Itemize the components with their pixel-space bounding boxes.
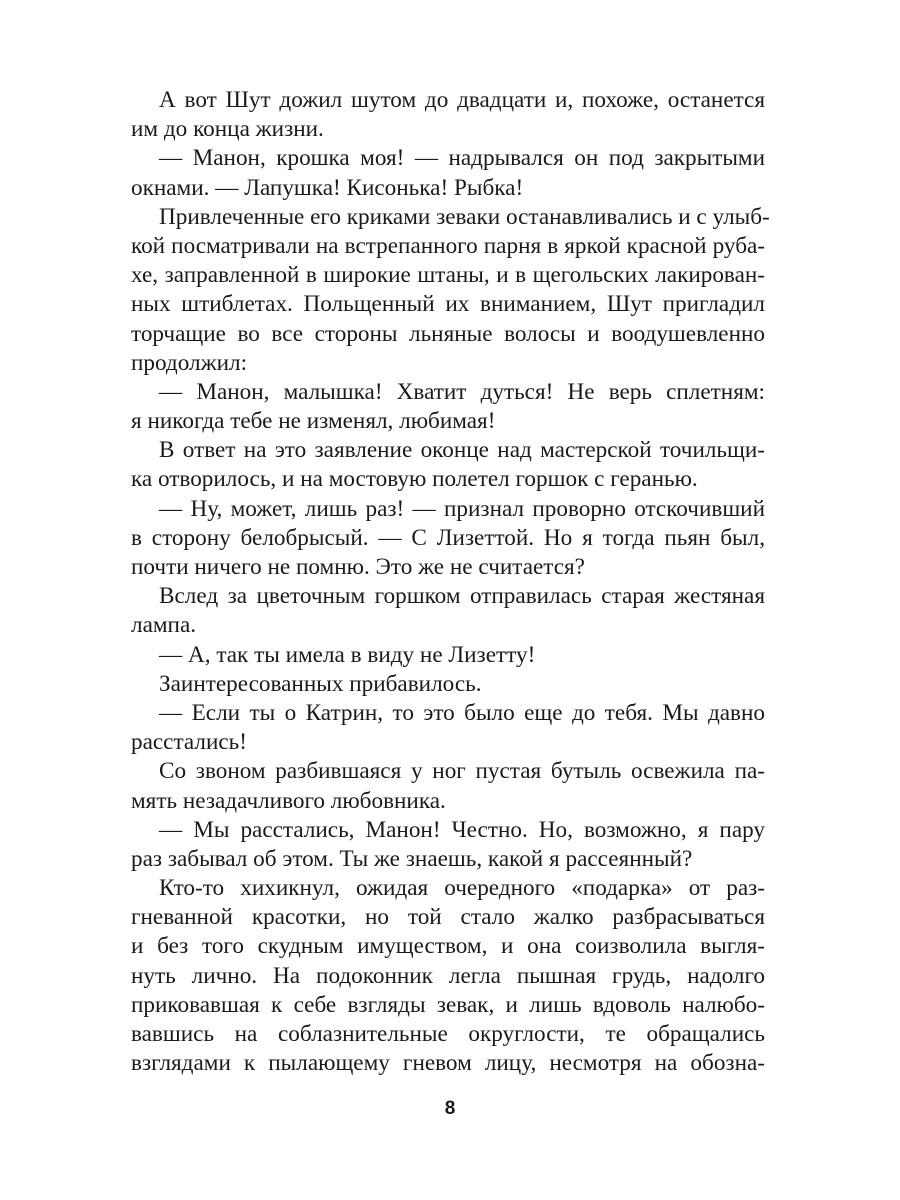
text-line: ка отворилось, и на мостовую полетел горшок с геранью.: [131, 466, 698, 493]
text-line: почти ничего не помню. Это же не считается?: [131, 554, 585, 580]
text-line: — Манон, крошка моя! — надрывался он под закрытыми: [159, 145, 765, 172]
text-line: в сторону белобрысый. — С Лизеттой. Но я тогда пьян был,: [131, 524, 765, 551]
text-line: мять незадачливого любовника.: [131, 787, 446, 814]
text-line: раз забывал об этом. Ты же знаешь, какой я рассеянный?: [131, 845, 693, 872]
page-number: 8: [444, 1098, 456, 1119]
text-line: — Если ты о Катрин, то это было еще до тебя. Мы давно: [159, 699, 765, 726]
text-line: ных штиблетах. Польщенный их вниманием, Шут пригладил: [131, 291, 765, 318]
text-line: В ответ на это заявление оконце над мастерской точильщи-: [159, 437, 765, 464]
text-line: — Мы расстались, Манон! Честно. Но, возможно, я пару: [159, 816, 765, 843]
text-line: расстались!: [131, 729, 247, 756]
text-line: А вот Шут дожил шутом до двадцати и, похоже, останется: [159, 87, 765, 113]
text-line: Со звоном разбившаяся у ног пустая бутыль освежила па-: [159, 758, 765, 785]
text-line: окнами. — Лапушка! Кисонька! Рыбка!: [131, 174, 524, 201]
text-line: — А, так ты имела в виду не Лизетту!: [159, 641, 536, 668]
text-line: Кто-то хихикнул, ожидая очередного «подарка» от раз-: [159, 875, 765, 902]
text-line: торчащие во все стороны льняные волосы и воодушевленно: [131, 320, 765, 347]
text-line: лампа.: [131, 612, 197, 639]
text-line: приковавшая к себе взгляды зевак, и лишь вдоволь налюбо-: [131, 991, 765, 1018]
text-line: нуть лично. На подоконник легла пышная грудь, надолго: [131, 962, 765, 989]
text-line: и без того скудным имуществом, и она соизволила выгля-: [131, 933, 765, 960]
text-line: я никогда тебе не изменял, любимая!: [131, 408, 496, 435]
text-line: Вслед за цветочным горшком отправилась старая жестяная: [159, 583, 765, 610]
text-line: Привлеченные его криками зеваки останавливались и с улыб-: [159, 203, 770, 230]
text-line: Заинтересованных прибавилось.: [159, 670, 482, 697]
text-line: взглядами к пылающему гневом лицу, несмотря на обозна-: [131, 1050, 765, 1077]
text-line: — Манон, малышка! Хватит дуться! Не верь сплетням:: [159, 378, 765, 405]
text-line: вавшись на соблазнительные округлости, те обращались: [131, 1021, 765, 1047]
text-line: кой посматривали на встрепанного парня в яркой красной руба-: [131, 232, 765, 259]
text-line: продолжил:: [131, 349, 248, 376]
text-line: гневанной красотки, но той стало жалко разбрасываться: [131, 904, 765, 931]
page-body: [131, 86, 770, 1078]
text-line: им до конца жизни.: [131, 116, 324, 143]
text-line: хе, заправленной в широкие штаны, и в щегольских лакирован-: [131, 262, 765, 289]
text-line: — Ну, может, лишь раз! — признал проворно отскочивший: [159, 495, 765, 522]
